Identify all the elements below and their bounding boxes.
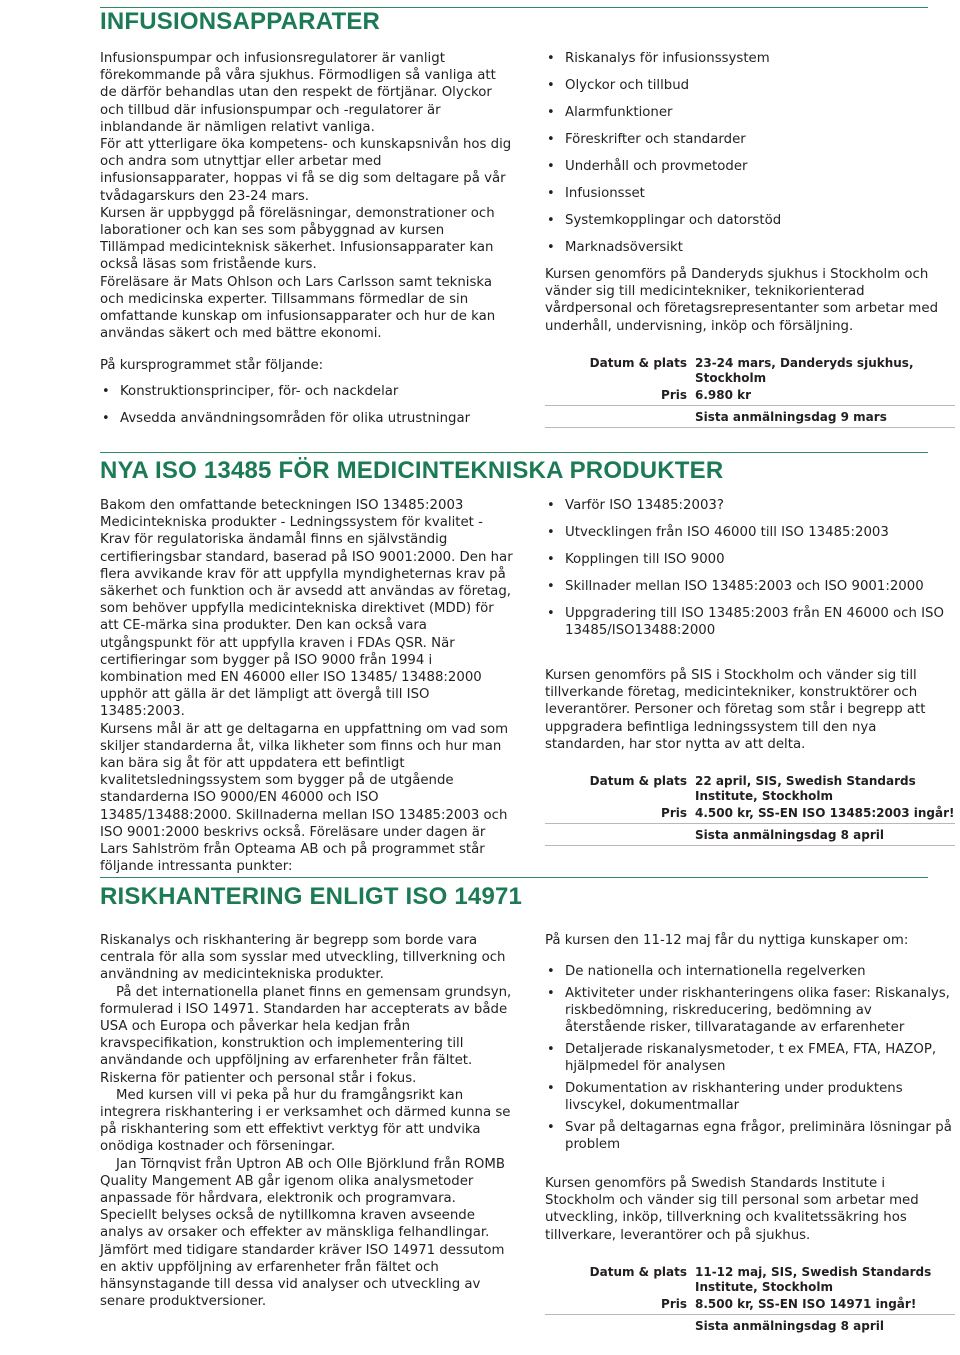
deadline: Sista anmälningsdag 8 april [695, 828, 885, 842]
paragraph: Riskanalys och riskhantering är begrepp som borde vara centrala för alla som sysslar med utveckling, tillverkning och användning av medicintekniska produkter. [100, 933, 506, 983]
paragraph: Kursen genomförs på Swedish Standards Institute i Stockholm och vänder sig till personal som arbetar med utveckling, inköp, tillverkning och kvalitetssäkring hos tillverkare, leverantörer och på sjukhus. [545, 1176, 919, 1243]
paragraph: Med kursen vill vi peka på hur du framgångsrikt kan integrera riskhantering i er verksamhet och därmed kunna se på riskhantering som ett effektivt verktyg för att undvika onödiga kostnader och förseningar. [100, 1087, 511, 1155]
date-value: 22 april, SIS, Swedish Standards Institute, Stockholm [695, 774, 916, 803]
list-item: • Underhåll och provmetoder [545, 158, 955, 175]
infusion-left-bullets [100, 383, 513, 427]
list-item: • Alarmfunktioner [545, 104, 955, 121]
risk-right-text [545, 1175, 955, 1244]
price-label: Pris [661, 806, 687, 820]
section-title-iso13485: NYA ISO 13485 FÖR MEDICINTEKNISKA PRODUKTER [100, 457, 724, 484]
list-item: • Kopplingen till ISO 9000 [545, 551, 955, 568]
section-rule [100, 877, 928, 878]
list-item: • Föreskrifter och standarder [545, 131, 955, 148]
date-label: Datum & plats [589, 356, 687, 370]
paragraph: Kursen genomförs på SIS i Stockholm och vänder sig till tillverkande företag, medicintekniker, konstruktörer och leverantörer. Personer och företag som står i begrepp att uppgradera befintliga ledningssystem till den nya standarden, har stor nytta av att delta. [545, 668, 926, 752]
list-item: • Skillnader mellan ISO 13485:2003 och ISO 9001:2000 [545, 578, 955, 595]
infusion-right-bullets [545, 50, 955, 256]
deadline: Sista anmälningsdag 9 mars [695, 410, 887, 424]
infusion-right-text [545, 266, 955, 335]
section-title-infusion: INFUSIONSAPPARATER [100, 8, 381, 35]
paragraph: Föreläsare är Mats Ohlson och Lars Carlsson samt tekniska och medicinska experter. Tillsammans förmedlar de sin omfattande kunskap om infusionsapparater och hur de kan användas säkert och med bättre ekonomi. [100, 274, 496, 342]
program-intro [100, 357, 513, 374]
paragraph: På det internationella planet finns en gemensam grundsyn, formulerad i ISO 14971. Standarden har accepterats av både USA och Europa och påverkar hela kedjan från kravspecifikation, konstruktion och implementering till användande och uppföljning av erfarenheter från fältet. Riskerna för patienter och personal står i fokus. [100, 984, 512, 1086]
paragraph: På kursprogrammet står följande: [100, 358, 324, 373]
list-item: • Varför ISO 13485:2003? [545, 497, 955, 514]
list-item: • Infusionsset [545, 185, 955, 202]
price-value: 6.980 kr [695, 388, 752, 402]
paragraph: Jan Törnqvist från Uptron AB och Olle Björklund från ROMB Quality Mangement AB går igenom olika analysmetoder anpassade för hårdvara, elektronik och programvara. Speciellt belyses också de nytillkomna kraven avseende analys av orsaker och effekter av mänskliga felhandlingar. Jämfört med tidigare standarder kräver ISO 14971 dessutom en aktiv uppföljning av erfarenheter från fältet och hänsynstagande till dessa vid analyser och utveckling av senare produktversioner. [100, 1156, 505, 1310]
paragraph: Kursens mål är att ge deltagarna en uppfattning om vad som skiljer standarderna åt, vilka likheter som finns och hur man kan bära sig åt för att uppdatera ett befintligt kvalitetsledningssystem som bygger på de utgående standarderna ISO 9000/EN 46000 och ISO 13485/13488:2000. Skillnaderna mellan ISO 13485:2003 och ISO 9001:2000 beskrivs också. Föreläsare under dagen är Lars Sahlström från Opteama AB och på programmet står följande intressanta punkter: [100, 721, 509, 875]
risk-right-intro [545, 932, 955, 949]
risk-left-text [100, 932, 513, 1310]
paragraph: På kursen den 11-12 maj får du nyttiga kunskaper om: [545, 933, 909, 948]
list-item: • Svar på deltagarnas egna frågor, preliminära lösningar på problem [545, 1119, 955, 1153]
iso13485-right-bullets [545, 497, 955, 639]
paragraph: Kursen genomförs på Danderyds sjukhus i Stockholm och vänder sig till medicintekniker, teknikorienterad vårdpersonal och företagsrepresentanter som arbetar med underhåll, undervisning, inköp och försäljning. [545, 267, 939, 334]
paragraph: För att ytterligare öka kompetens- och kunskapsnivån hos dig och andra som utnyttjar eller arbetar med infusionsapparater, hoppas vi få se dig som deltagare på vår tvådagarskurs den 23-24 mars. [100, 137, 512, 204]
iso13485-left-text [100, 497, 513, 875]
paragraph: Infusionspumpar och infusionsregulatorer är vanligt förekommande på våra sjukhus. Förmodligen så vanliga att de därför behandlas utan den respekt de förtjänar. Olyckor och tillbud där infusionspumpar och -regulatorer är inblandande är nämligen relativt vanliga. [100, 51, 496, 135]
list-item: • Utvecklingen från ISO 46000 till ISO 13485:2003 [545, 524, 955, 541]
price-label: Pris [661, 388, 687, 402]
date-label: Datum & plats [589, 1265, 687, 1279]
iso13485-right-text [545, 667, 955, 753]
price-label: Pris [661, 1297, 687, 1311]
section-rule [100, 452, 928, 453]
course-info-box [545, 774, 955, 846]
infusion-left-text [100, 50, 513, 342]
date-value: 23-24 mars, Danderyds sjukhus, Stockholm [695, 356, 914, 385]
list-item: • Riskanalys för infusionssystem [545, 50, 955, 67]
course-info-box [545, 356, 955, 428]
list-item: • Marknadsöversikt [545, 239, 955, 256]
list-item: • De nationella och internationella regelverken [545, 963, 955, 980]
list-item: • Aktiviteter under riskhanteringens olika faser: Riskanalys, riskbedömning, riskreducering, bedömning av återstående risker, tillvaratagande av erfarenheter [545, 985, 955, 1036]
date-value: 11-12 maj, SIS, Swedish Standards Institute, Stockholm [695, 1265, 932, 1294]
list-item: • Avsedda användningsområden för olika utrustningar [100, 410, 513, 427]
list-item: • Uppgradering till ISO 13485:2003 från EN 46000 och ISO 13485/ISO13488:2000 [545, 605, 955, 639]
risk-right-bullets [545, 963, 955, 1153]
deadline: Sista anmälningsdag 8 april [695, 1319, 885, 1333]
list-item: • Konstruktionsprinciper, för- och nackdelar [100, 383, 513, 400]
paragraph: Bakom den omfattande beteckningen ISO 13485:2003 Medicintekniska produkter - Ledningssystem för kvalitet - Krav för regulatoriska ändamål finns en självständig certifieringsbar standard, baserad på ISO 9001:2000. Den har flera avvikande krav för att uppfylla myndigheternas krav på säkerhet och funktion och är avsedd att användas av företag, som behöver uppfylla medicintekniska direktivet (MDD) för att CE-märka sina produkter. Den kan också vara utgångspunkt för att uppfylla kraven i FDAs QSR. När certifieringar som bygger på ISO 9000 från 1994 i kombination med EN 46000 eller ISO 13485/ 13488:2000 upphör att gälla är det lämpligt att övergå till ISO 13485:2003. [100, 498, 513, 720]
list-item: • Dokumentation av riskhantering under produktens livscykel, dokumentmallar [545, 1080, 955, 1114]
list-item: • Olyckor och tillbud [545, 77, 955, 94]
price-value: 4.500 kr, SS-EN ISO 13485:2003 ingår! [695, 806, 955, 820]
paragraph: Kursen är uppbyggd på föreläsningar, demonstrationer och laborationer och kan ses som påbyggnad av kursen Tillämpad medicinteknisk säkerhet. Infusionsapparater kan också läsas som fristående kurs. [100, 205, 495, 273]
section-title-riskhantering: RISKHANTERING ENLIGT ISO 14971 [100, 883, 523, 910]
date-label: Datum & plats [589, 774, 687, 788]
list-item: • Detaljerade riskanalysmetoder, t ex FMEA, FTA, HAZOP, hjälpmedel för analysen [545, 1041, 955, 1075]
list-item: • Systemkopplingar och datorstöd [545, 212, 955, 229]
price-value: 8.500 kr, SS-EN ISO 14971 ingår! [695, 1297, 917, 1311]
course-info-box [545, 1265, 955, 1336]
